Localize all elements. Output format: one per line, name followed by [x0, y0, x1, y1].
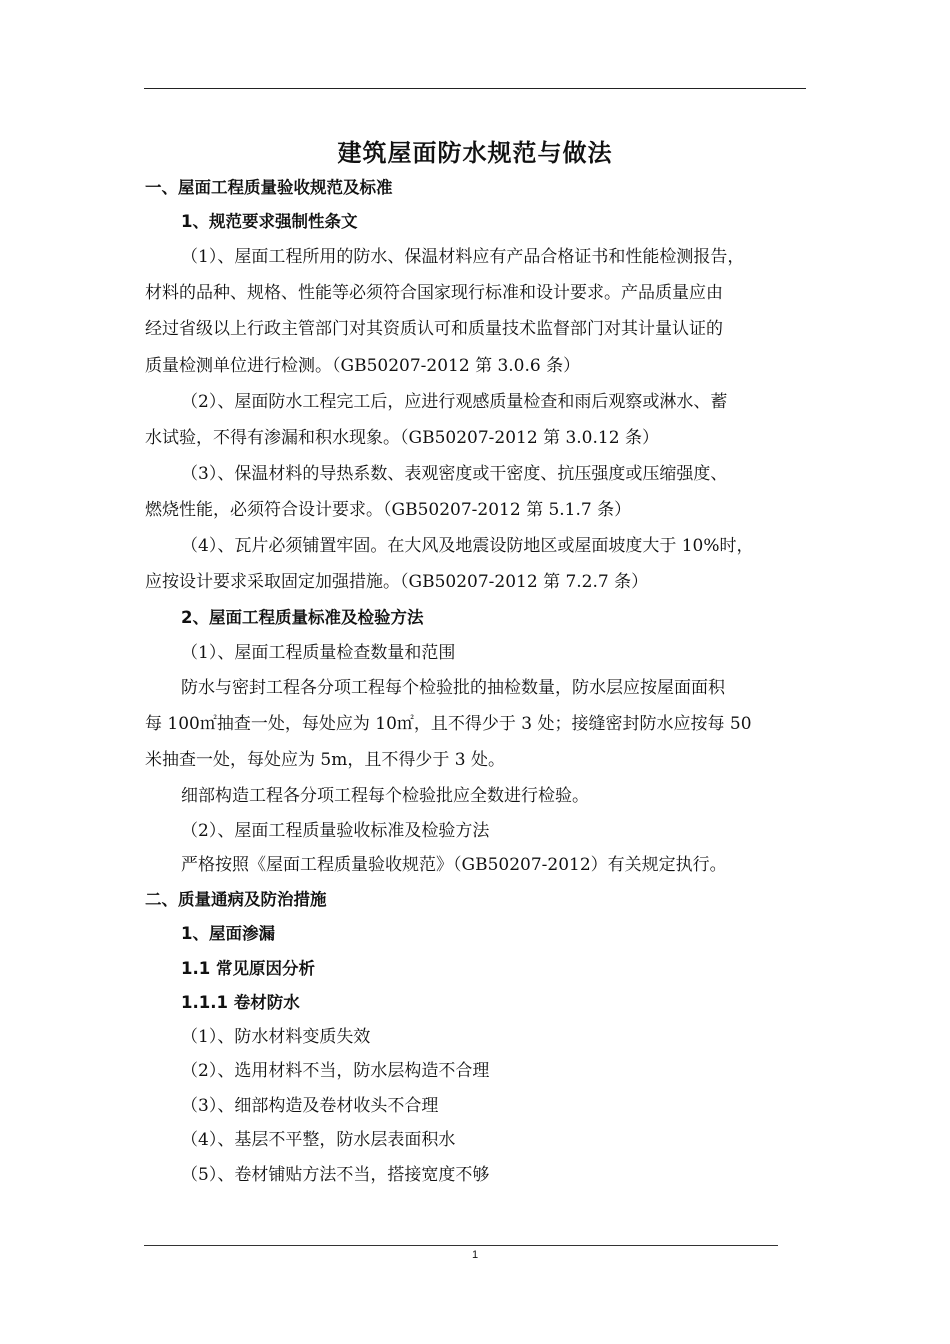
document-title: 建筑屋面防水规范与做法 — [337, 139, 613, 167]
list-item: （1）、防水材料变质失效 — [181, 1027, 371, 1047]
subsection-heading: 1.1.1 卷材防水 — [181, 993, 300, 1012]
paragraph-line: （1）、屋面工程质量检查数量和范围 — [181, 643, 456, 663]
list-item: （2）、选用材料不当，防水层构造不合理 — [181, 1061, 490, 1081]
subsection-heading: 1、规范要求强制性条文 — [181, 212, 358, 231]
paragraph-line: （2）、屋面工程质量验收标准及检验方法 — [181, 821, 490, 841]
paragraph-line: 严格按照《屋面工程质量验收规范》（GB50207-2012）有关规定执行。 — [181, 855, 727, 875]
section-heading: 二、质量通病及防治措施 — [145, 890, 327, 909]
section-heading: 一、屋面工程质量验收规范及标准 — [145, 178, 393, 197]
list-item: （3）、细部构造及卷材收头不合理 — [181, 1096, 439, 1116]
paragraph-line: 细部构造工程各分项工程每个检验批应全数进行检验。 — [181, 786, 589, 806]
page-number: 1 — [471, 1249, 479, 1261]
paragraph-line: 燃烧性能，必须符合设计要求。（GB50207-2012 第 5.1.7 条） — [145, 500, 632, 520]
list-item: （4）、基层不平整，防水层表面积水 — [181, 1130, 456, 1150]
paragraph-line: 水试验，不得有渗漏和积水现象。（GB50207-2012 第 3.0.12 条） — [145, 428, 659, 448]
paragraph-line: （3）、保温材料的导热系数、表观密度或干密度、抗压强度或压缩强度、 — [181, 464, 728, 484]
paragraph-line: 每 100㎡抽查一处，每处应为 10㎡，且不得少于 3 处；接缝密封防水应按每 50 — [145, 714, 752, 734]
subsection-heading: 2、屋面工程质量标准及检验方法 — [181, 608, 424, 627]
subsection-heading: 1.1 常见原因分析 — [181, 959, 315, 978]
paragraph-line: 米抽查一处，每处应为 5m，且不得少于 3 处。 — [145, 750, 505, 770]
paragraph-line: （4）、瓦片必须铺置牢固。在大风及地震设防地区或屋面坡度大于 10%时， — [181, 536, 754, 556]
list-item: （5）、卷材铺贴方法不当，搭接宽度不够 — [181, 1165, 490, 1185]
paragraph-line: 材料的品种、规格、性能等必须符合国家现行标准和设计要求。产品质量应由 — [145, 283, 723, 303]
paragraph-line: 应按设计要求采取固定加强措施。（GB50207-2012 第 7.2.7 条） — [145, 572, 649, 592]
paragraph-line: 防水与密封工程各分项工程每个检验批的抽检数量，防水层应按屋面面积 — [181, 678, 725, 698]
header-rule — [144, 88, 806, 89]
paragraph-line: （2）、屋面防水工程完工后，应进行观感质量检查和雨后观察或淋水、蓄 — [181, 392, 728, 412]
subsection-heading: 1、屋面渗漏 — [181, 924, 275, 943]
footer-rule — [144, 1245, 778, 1246]
paragraph-line: 质量检测单位进行检测。（GB50207-2012 第 3.0.6 条） — [145, 356, 581, 376]
paragraph-line: （1）、屋面工程所用的防水、保温材料应有产品合格证书和性能检测报告， — [181, 247, 745, 267]
paragraph-line: 经过省级以上行政主管部门对其资质认可和质量技术监督部门对其计量认证的 — [145, 319, 723, 339]
